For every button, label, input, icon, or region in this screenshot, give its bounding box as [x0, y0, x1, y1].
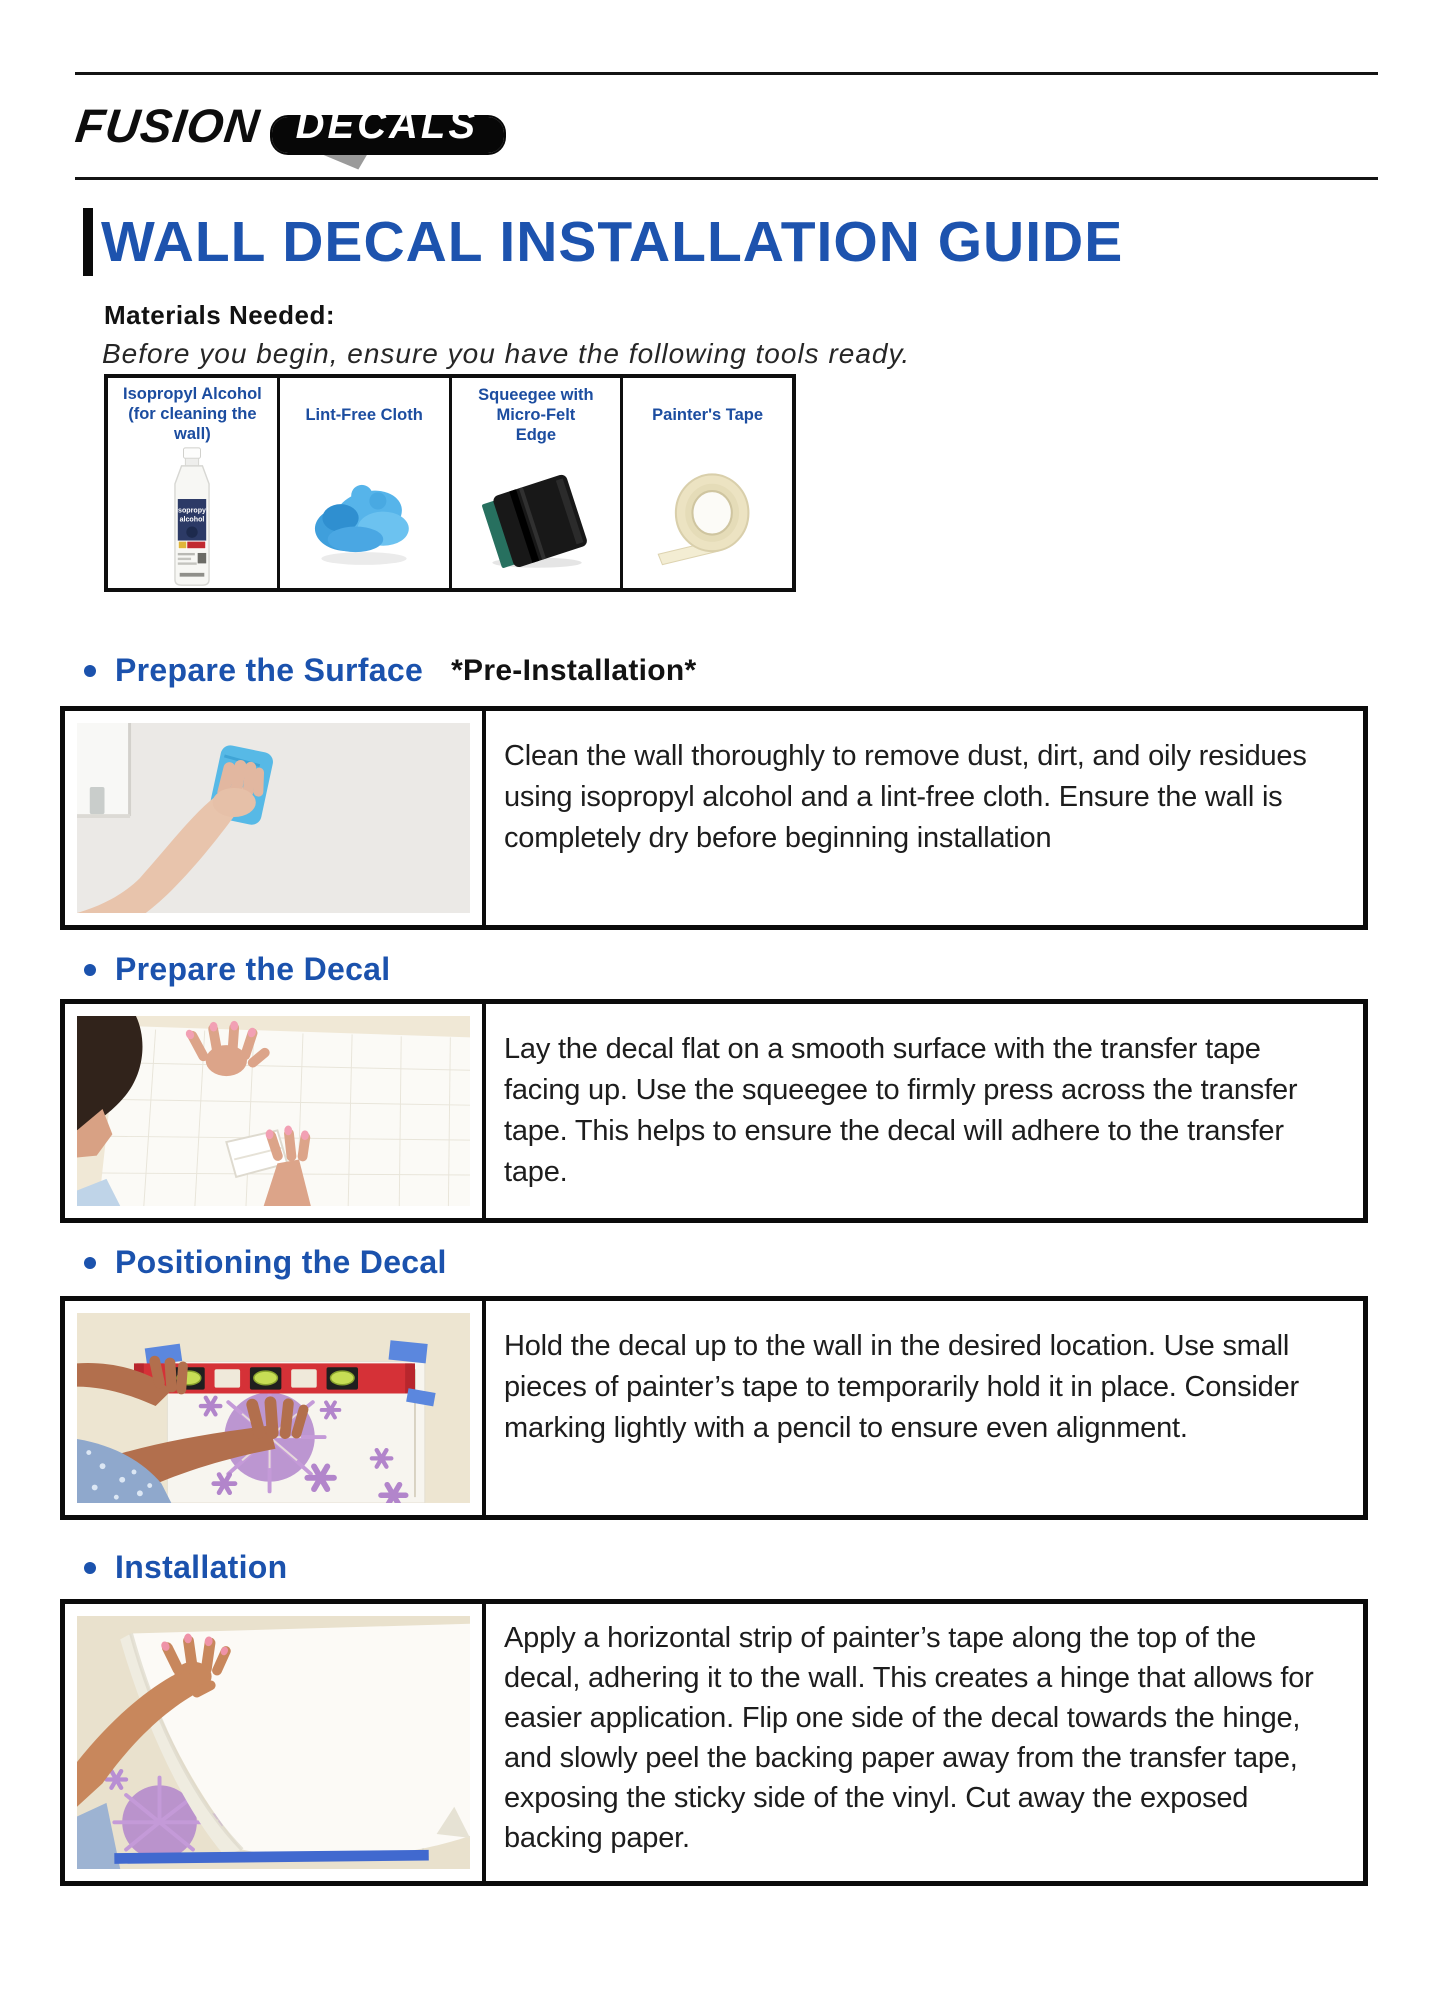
photo-pressing-decal	[65, 1004, 486, 1218]
step-body-text: Lay the decal flat on a smooth surface with the transfer tape facing up. Use the squeegee to firmly press across the transfer tape. This helps to ensure the decal will adhere to the transfer tape.	[504, 1033, 1298, 1188]
materials-table	[104, 374, 796, 592]
materials-intro: Before you begin, ensure you have the following tools ready.	[102, 338, 911, 369]
brand-logo	[72, 86, 504, 164]
step-table-prepare-decal	[60, 999, 1368, 1223]
logo-word-decals: DECALS	[295, 102, 479, 147]
svg-text:isopropyl: isopropyl	[176, 506, 209, 515]
title-accent-bar	[83, 208, 93, 276]
material-cell-squeegee	[449, 378, 621, 588]
step-body-text: Apply a horizontal strip of painter’s tape along the top of the decal, adhering it to the wall. This creates a hinge that allows for easier application. Flip one side of the decal towards the hinge, and slowly peel the backing paper away from the transfer tape, exposing the sticky side of the vinyl. Cut away the exposed backing paper.	[504, 1622, 1314, 1854]
tape-roll-icon	[623, 448, 792, 588]
material-cell-tape	[620, 378, 792, 588]
logo-badge	[272, 103, 504, 148]
material-label: Isopropyl Alcohol (for cleaning the wall)	[123, 384, 262, 444]
material-cell-cloth	[277, 378, 449, 588]
material-label: Painter's Tape	[652, 405, 764, 424]
step-body-text: Clean the wall thoroughly to remove dust, dirt, and oily residues using isopropyl alcohol and a lint-free cloth. Ensure the wall is completely dry before beginning installation	[504, 740, 1307, 854]
svg-text:alcohol: alcohol	[179, 515, 205, 524]
top-divider	[75, 72, 1378, 75]
pre-installation-note: *Pre-Installation*	[451, 653, 697, 687]
title-block	[83, 208, 1123, 276]
alcohol-bottle-icon	[108, 446, 277, 588]
bullet-icon	[84, 1562, 96, 1574]
material-label: Lint-Free Cloth	[305, 405, 423, 424]
step-body-text: Hold the decal up to the wall in the desired location. Use small pieces of painter’s tape to temporarily hold it in place. Consider marking lightly with a pencil to ensure even alignment.	[504, 1330, 1299, 1444]
step-heading-installation: Installation	[84, 1549, 288, 1586]
material-cell-alcohol	[108, 378, 277, 588]
step-heading-prepare-decal: Prepare the Decal	[84, 951, 390, 988]
bullet-icon	[84, 1257, 96, 1269]
step-table-prepare-surface	[60, 706, 1368, 930]
step-heading-prepare-surface: Prepare the Surface *Pre-Installation*	[84, 652, 697, 689]
photo-peeling-backing	[65, 1604, 486, 1881]
material-label: Squeegee with Micro-Felt Edge	[478, 385, 594, 445]
logo-word-fusion: FUSION	[72, 98, 263, 152]
header-divider	[75, 177, 1378, 180]
lint-cloth-icon	[280, 448, 449, 588]
materials-heading: Materials Needed:	[104, 300, 336, 330]
squeegee-icon	[452, 448, 621, 588]
photo-wiping-wall	[65, 711, 486, 925]
step-table-positioning-decal	[60, 1296, 1368, 1520]
bullet-icon	[84, 665, 96, 677]
step-heading-positioning-decal: Positioning the Decal	[84, 1244, 447, 1281]
bullet-icon	[84, 964, 96, 976]
page-title: WALL DECAL INSTALLATION GUIDE	[101, 210, 1124, 274]
photo-level-alignment	[65, 1301, 486, 1515]
step-table-installation	[60, 1599, 1368, 1886]
